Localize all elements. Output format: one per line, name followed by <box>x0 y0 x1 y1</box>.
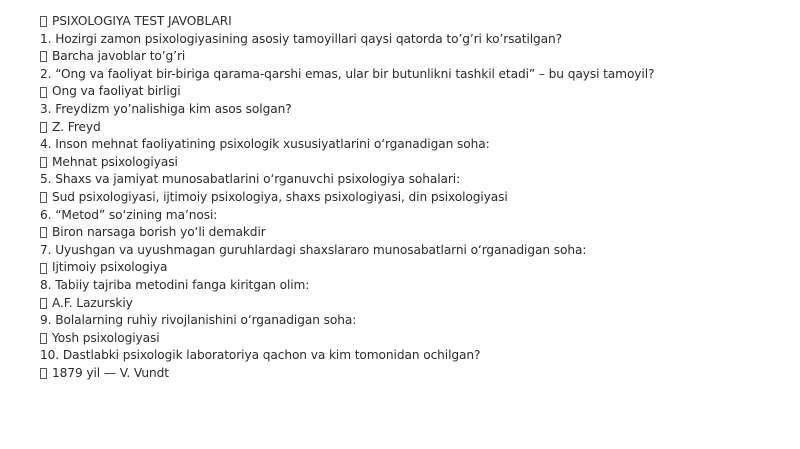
answer-5 <box>40 189 780 207</box>
answer-text: Ong va faoliyat birligi <box>52 84 181 99</box>
document-title-text: PSIXOLOGIYA TEST JAVOBLARI <box>52 14 232 28</box>
answer-text: Z. Freyd <box>52 119 101 134</box>
answer-text: Sud psixologiyasi, ijtimoiy psixologiya, shaxs psixologiyasi, din psixologiyasi <box>52 189 508 204</box>
answer-text: Ijtimoiy psixologiya <box>52 260 168 275</box>
question-3 <box>40 101 780 119</box>
missing-glyph-icon <box>40 333 47 344</box>
question-2 <box>40 66 780 84</box>
missing-glyph-icon <box>40 368 47 379</box>
question-text: 4. Inson mehnat faoliyatining psixologik xususiyatlarini o‘rganadigan soha: <box>40 137 490 152</box>
question-text: 7. Uyushgan va uyushmagan guruhlardagi shaxslararo munosabatlarni o‘rganadigan soha: <box>40 242 587 257</box>
question-text: 5. Shaxs va jamiyat munosabatlarini o‘rganuvchi psixologiya sohalari: <box>40 172 461 187</box>
question-10 <box>40 347 780 365</box>
answer-6 <box>40 224 780 242</box>
answer-text: Biron narsaga borish yo‘li demakdir <box>52 225 266 240</box>
question-7 <box>40 242 780 260</box>
answer-1 <box>40 48 780 66</box>
answer-text: 1879 yil — V. Vundt <box>52 365 169 380</box>
question-text: 1. Hozirgi zamon psixologiyasining asosiy tamoyillari qaysi qatorda to’g’ri ko’rsatilgan? <box>40 31 563 46</box>
answer-8 <box>40 295 780 313</box>
answer-text: Barcha javoblar to’g’ri <box>52 49 186 64</box>
question-6 <box>40 207 780 225</box>
missing-glyph-icon <box>40 298 47 309</box>
question-text: 2. “Ong va faoliyat bir-biriga qarama-qarshi emas, ular bir butunlikni tashkil etadi” – bu qaysi tamoyil? <box>40 66 655 81</box>
question-9 <box>40 312 780 330</box>
answer-3 <box>40 119 780 137</box>
missing-glyph-icon <box>40 87 47 98</box>
document-title <box>40 13 780 31</box>
question-4 <box>40 136 780 154</box>
question-text: 10. Dastlabki psixologik laboratoriya qachon va kim tomonidan ochilgan? <box>40 348 481 363</box>
missing-glyph-icon <box>40 51 47 62</box>
answer-text: Mehnat psixologiyasi <box>52 154 178 169</box>
document-body <box>40 13 780 382</box>
answer-9 <box>40 330 780 348</box>
missing-glyph-icon <box>40 263 47 274</box>
question-1 <box>40 31 780 49</box>
question-5 <box>40 171 780 189</box>
answer-7 <box>40 259 780 277</box>
question-text: 9. Bolalarning ruhiy rivojlanishini o‘rganadigan soha: <box>40 313 357 328</box>
missing-glyph-icon <box>40 16 47 27</box>
missing-glyph-icon <box>40 227 47 238</box>
question-text: 6. “Metod” so‘zining ma’nosi: <box>40 207 218 222</box>
answer-text: A.F. Lazurskiy <box>52 295 133 310</box>
answer-4 <box>40 154 780 172</box>
missing-glyph-icon <box>40 192 47 203</box>
question-text: 3. Freydizm yo’nalishiga kim asos solgan? <box>40 101 292 116</box>
missing-glyph-icon <box>40 157 47 168</box>
missing-glyph-icon <box>40 122 47 133</box>
answer-10 <box>40 365 780 383</box>
question-text: 8. Tabiiy tajriba metodini fanga kiritgan olim: <box>40 277 310 292</box>
answer-2 <box>40 83 780 101</box>
answer-text: Yosh psixologiyasi <box>52 330 160 345</box>
question-8 <box>40 277 780 295</box>
